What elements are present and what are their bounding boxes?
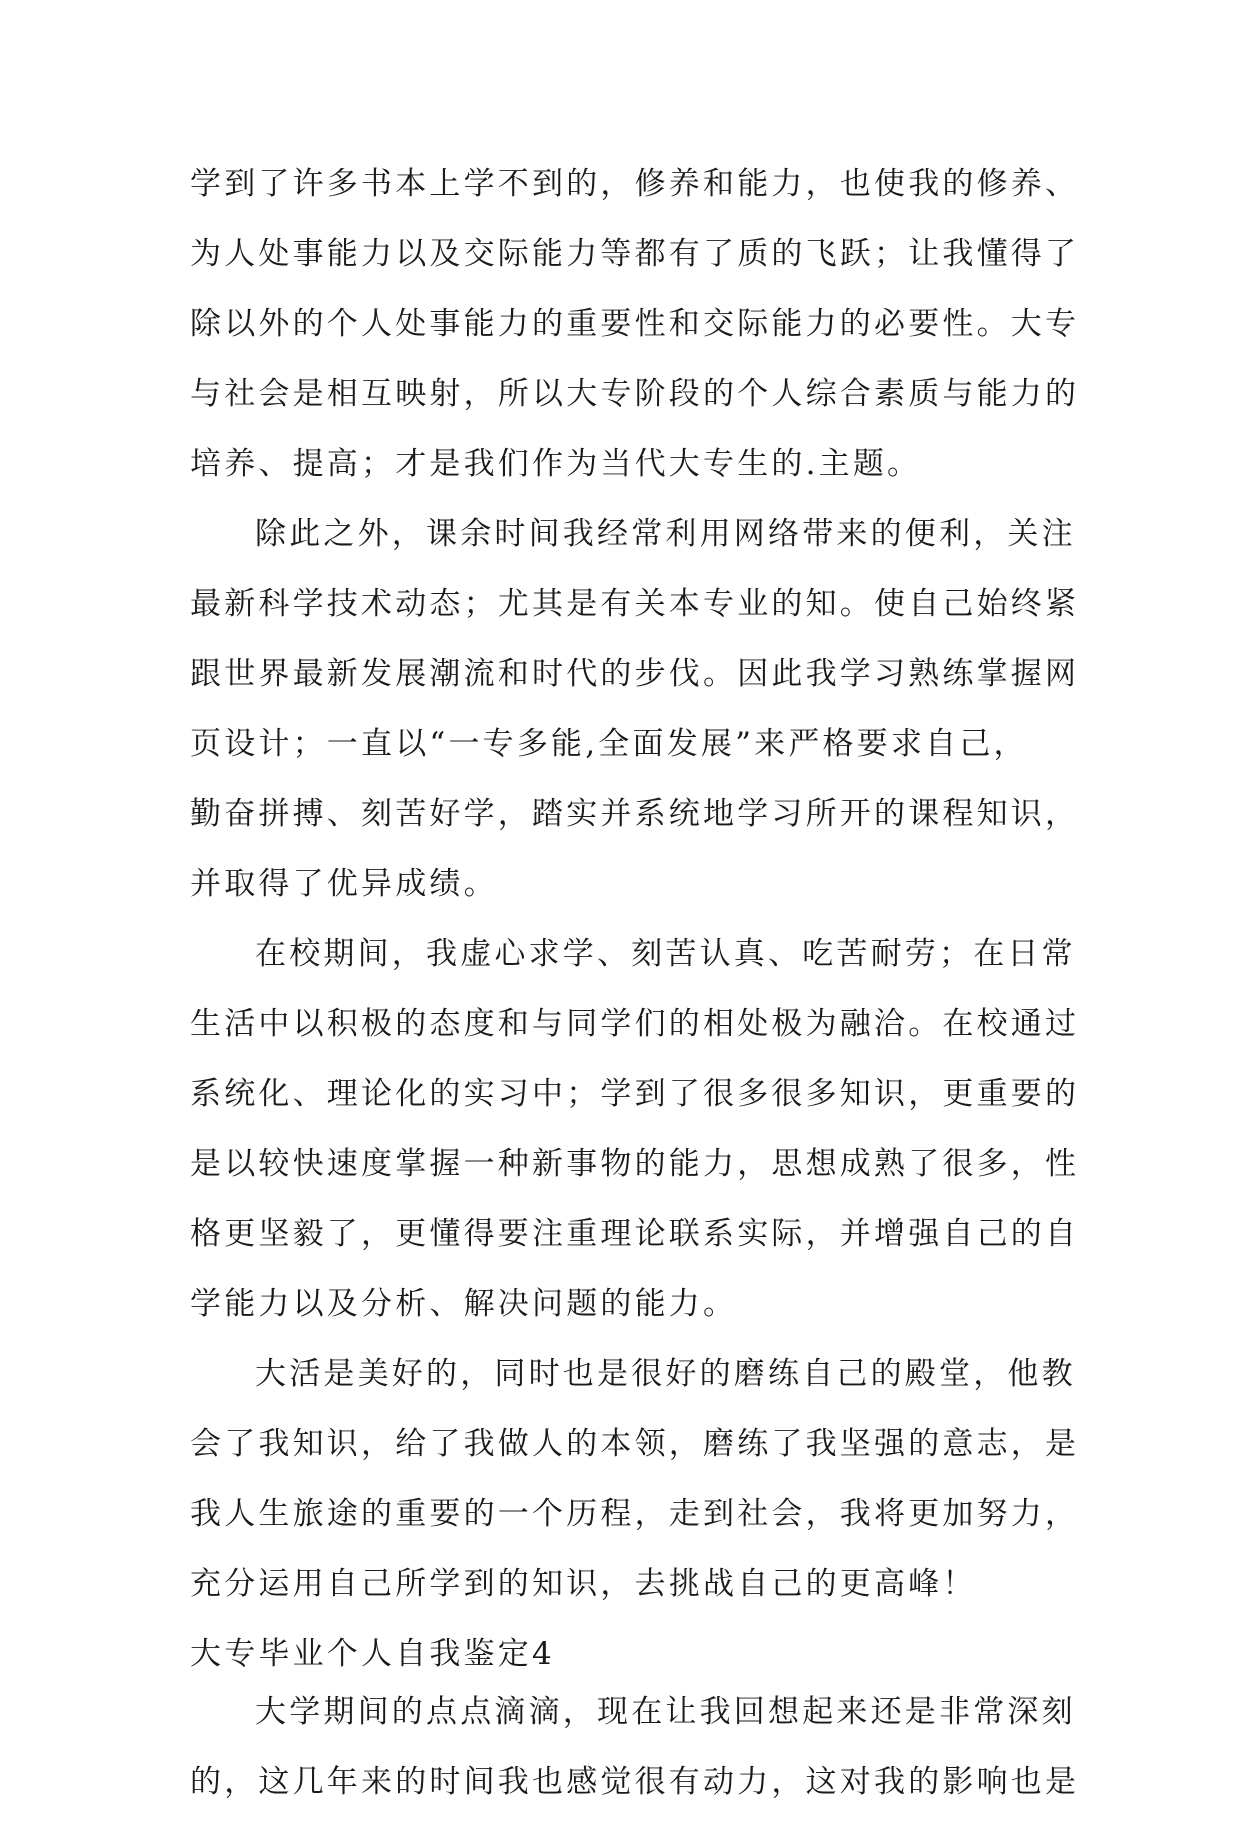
- text-line: 的，这几年来的时间我也感觉很有动力，这对我的影响也是: [190, 1764, 1080, 1800]
- text-line: 生活中以积极的态度和与同学们的相处极为融洽。在校通过: [190, 1006, 1080, 1042]
- text-line: 系统化、理论化的实习中；学到了很多很多知识，更重要的: [190, 1076, 1080, 1112]
- text-line: 除此之外，课余时间我经常利用网络带来的便利，关注: [255, 516, 1076, 552]
- text-line: 是以较快速度掌握一种新事物的能力，思想成熟了很多，性: [190, 1146, 1080, 1182]
- text-line: 格更坚毅了，更懂得要注重理论联系实际，并增强自己的自: [190, 1216, 1080, 1252]
- paragraph: [190, 1690, 1080, 1830]
- text-line: 会了我知识，给了我做人的本领，磨练了我坚强的意志，是: [190, 1426, 1080, 1462]
- text-line: 并取得了优异成绩。: [190, 866, 498, 902]
- text-line: 大活是美好的，同时也是很好的磨练自己的殿堂，他教: [255, 1356, 1076, 1392]
- document-body: [190, 162, 1080, 1830]
- paragraph: [190, 512, 1080, 932]
- text-line: 学能力以及分析、解决问题的能力。: [190, 1286, 738, 1322]
- paragraph: [190, 162, 1080, 512]
- text-line: 页设计；一直以“一专多能,全面发展”来严格要求自己，: [190, 726, 1028, 762]
- paragraph: [190, 932, 1080, 1352]
- text-line: 最新科学技术动态；尤其是有关本专业的知。使自己始终紧: [190, 586, 1080, 622]
- text-line: 除以外的个人处事能力的重要性和交际能力的必要性。大专: [190, 306, 1080, 342]
- paragraph: [190, 1352, 1080, 1632]
- text-line: 为人处事能力以及交际能力等都有了质的飞跃；让我懂得了: [190, 236, 1080, 272]
- section-heading: 大专毕业个人自我鉴定4: [190, 1636, 555, 1672]
- text-line: 我人生旅途的重要的一个历程，走到社会，我将更加努力，: [190, 1496, 1080, 1532]
- text-line: 充分运用自己所学到的知识，去挑战自己的更高峰！: [190, 1566, 977, 1602]
- text-line: 勤奋拼搏、刻苦好学，踏实并系统地学习所开的课程知识，: [190, 796, 1080, 832]
- text-line: 学到了许多书本上学不到的，修养和能力，也使我的修养、: [190, 166, 1080, 202]
- text-line: 在校期间，我虚心求学、刻苦认真、吃苦耐劳；在日常: [255, 936, 1076, 972]
- text-line: 大学期间的点点滴滴，现在让我回想起来还是非常深刻: [255, 1694, 1076, 1730]
- text-line: 培养、提高；才是我们作为当代大专生的.主题。: [190, 446, 922, 482]
- text-line: 跟世界最新发展潮流和时代的步伐。因此我学习熟练掌握网: [190, 656, 1080, 692]
- text-line: 与社会是相互映射，所以大专阶段的个人综合素质与能力的: [190, 376, 1080, 412]
